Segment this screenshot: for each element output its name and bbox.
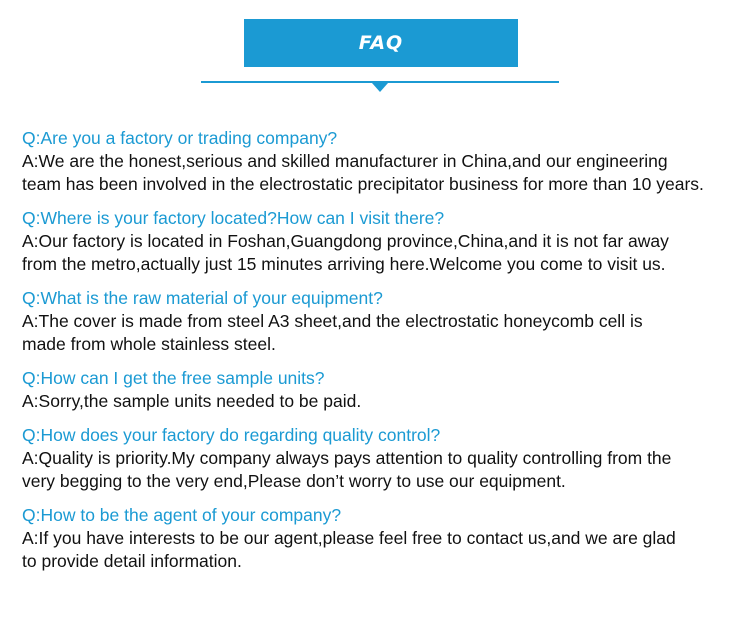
faq-answer: A:Our factory is located in Foshan,Guangdong province,China,and it is not far away from the metro,actually just 15 minutes arriving here.Welcome you come to visit us. bbox=[22, 231, 669, 274]
faq-question: Q:How does your factory do regarding quality control? bbox=[22, 425, 441, 445]
faq-item bbox=[22, 504, 746, 573]
down-triangle-icon bbox=[372, 83, 388, 92]
faq-question: Q:How to be the agent of your company? bbox=[22, 505, 342, 525]
faq-answer: A:If you have interests to be our agent,please feel free to contact us,and we are glad to provide detail information. bbox=[22, 528, 676, 571]
faq-answer: A:Sorry,the sample units needed to be paid. bbox=[22, 391, 362, 411]
faq-answer: A:Quality is priority.My company always pays attention to quality controlling from the very begging to the very end,Please don’t worry to use our equipment. bbox=[22, 448, 672, 491]
faq-item bbox=[22, 127, 746, 196]
faq-answer: A:The cover is made from steel A3 sheet,and the electrostatic honeycomb cell is made from whole stainless steel. bbox=[22, 311, 643, 354]
faq-question: Q:What is the raw material of your equipment? bbox=[22, 288, 383, 308]
faq-item bbox=[22, 287, 746, 356]
faq-item bbox=[22, 424, 746, 493]
faq-question: Q:How can I get the free sample units? bbox=[22, 368, 325, 388]
page-title: FAQ bbox=[358, 32, 404, 54]
faq-header-banner bbox=[244, 19, 518, 67]
faq-question: Q:Where is your factory located?How can I visit there? bbox=[22, 208, 445, 228]
faq-list bbox=[22, 127, 746, 584]
faq-item bbox=[22, 367, 746, 413]
faq-item bbox=[22, 207, 746, 276]
faq-answer: A:We are the honest,serious and skilled manufacturer in China,and our engineering team has been involved in the electrostatic precipitator business for more than 10 years. bbox=[22, 151, 704, 194]
faq-question: Q:Are you a factory or trading company? bbox=[22, 128, 338, 148]
